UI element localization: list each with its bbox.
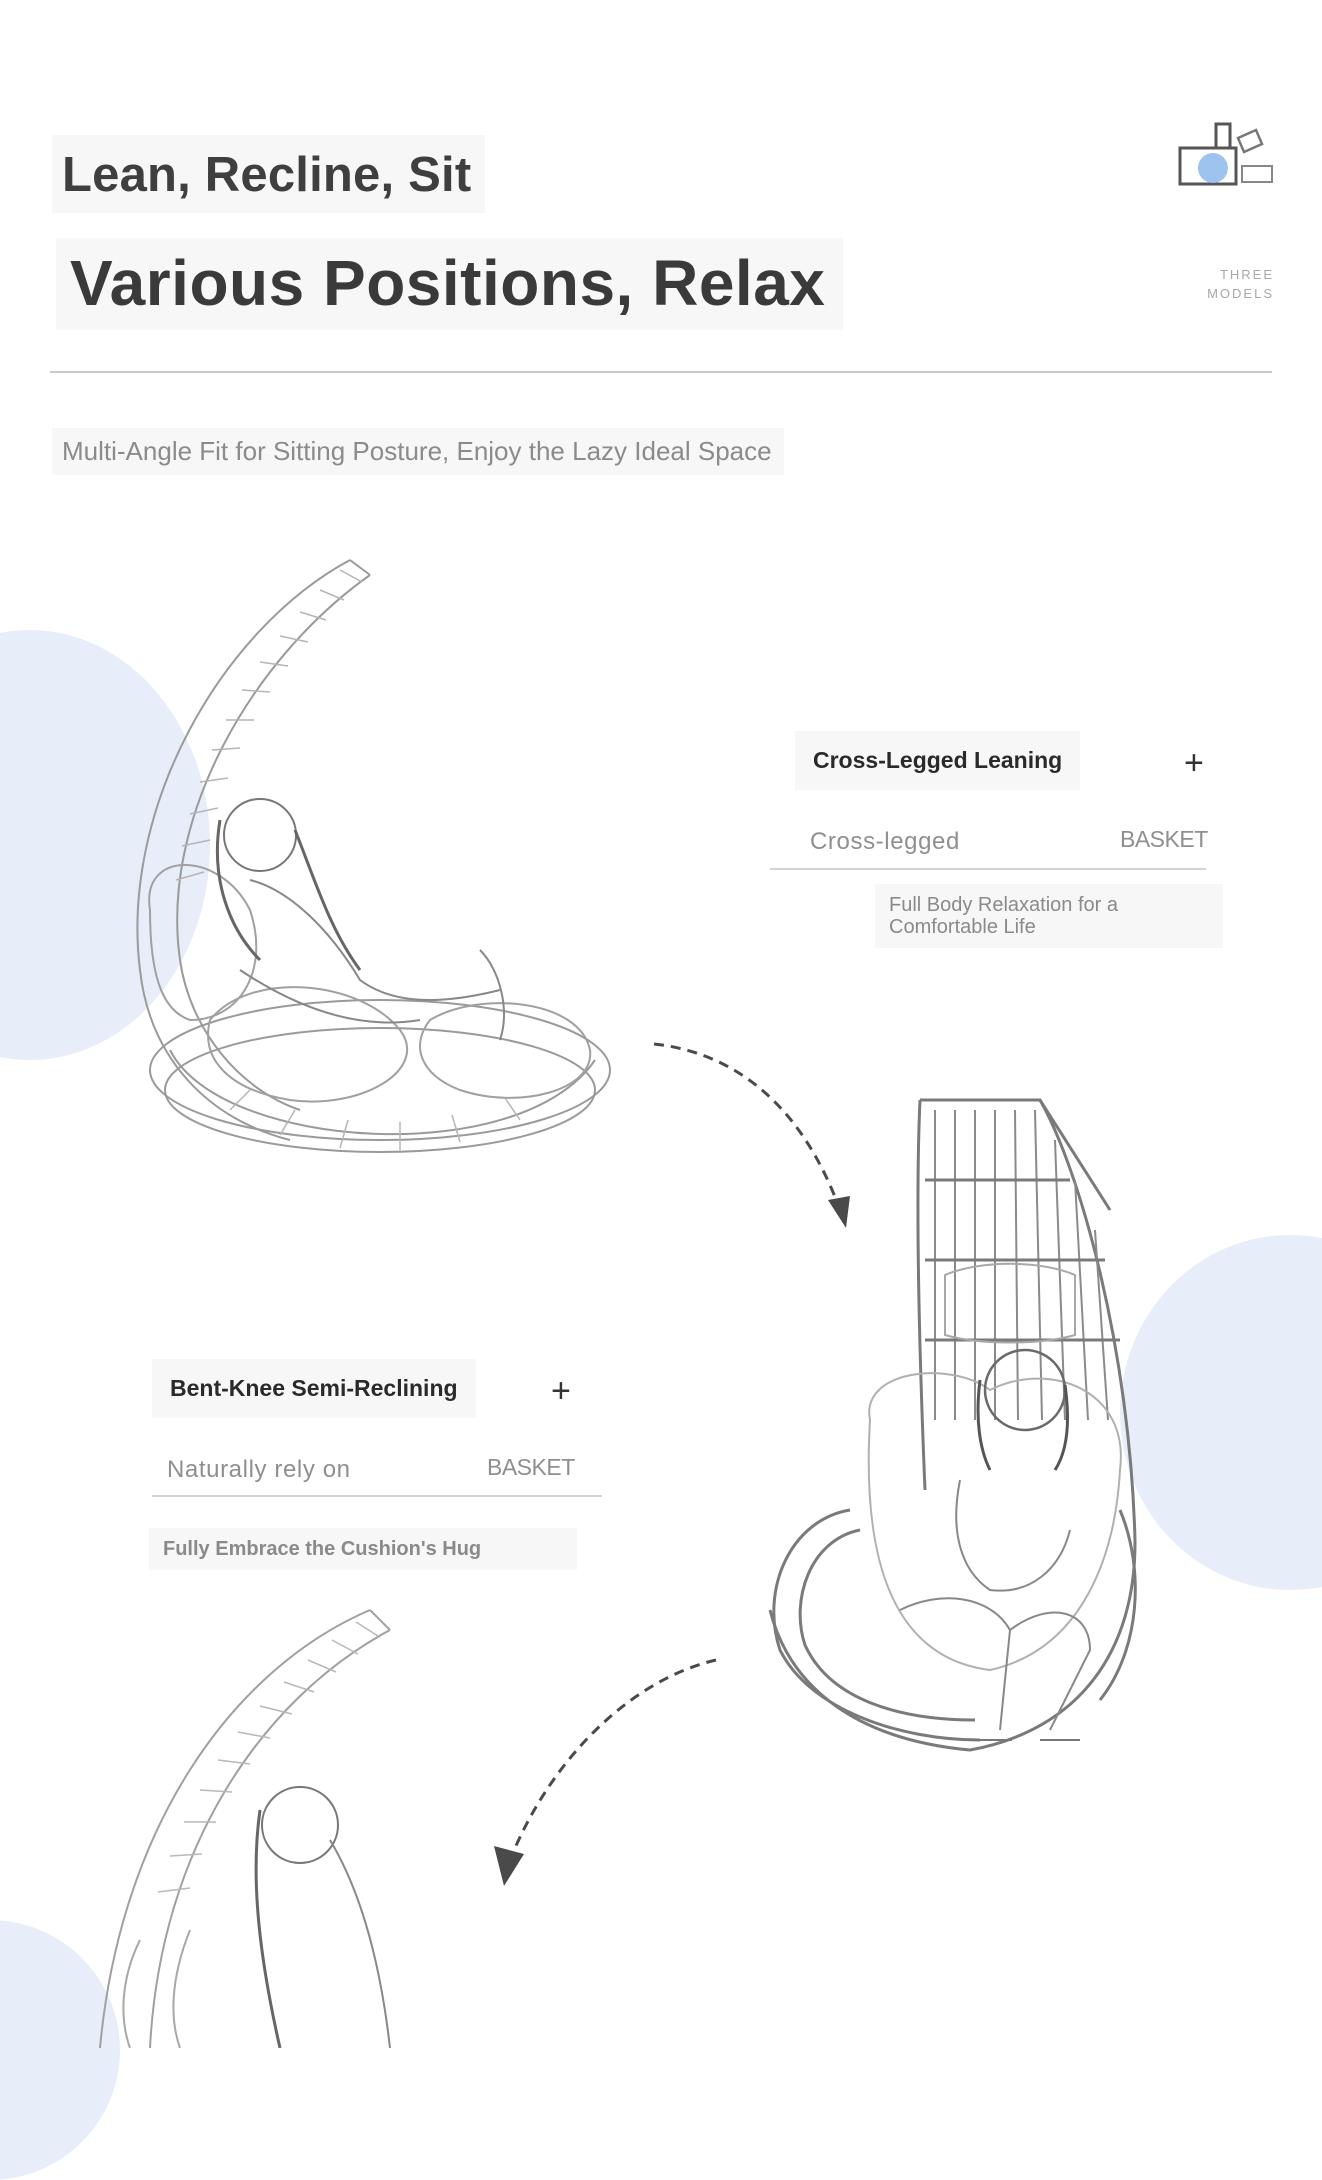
card-row-label: Naturally rely on [167, 1456, 351, 1483]
card-row-tag: BASKET [487, 1454, 575, 1480]
card-description: Fully Embrace the Cushion's Hug [149, 1528, 577, 1570]
card-row-tag: BASKET [1120, 826, 1208, 852]
page-subtitle: Multi-Angle Fit for Sitting Posture, Enjoy the Lazy Ideal Space [52, 428, 784, 475]
card-divider [152, 1495, 602, 1497]
crescent-hanging-chair-illustration [60, 1600, 520, 2048]
card-divider [770, 868, 1206, 870]
brand-label [1180, 265, 1274, 303]
header-divider [50, 371, 1272, 373]
heading-main: Various Positions, Relax [56, 238, 843, 330]
card-title: Cross-Legged Leaning [795, 731, 1080, 790]
crescent-hanging-chair-illustration [100, 550, 620, 1210]
card-title: Bent-Knee Semi-Reclining [152, 1359, 476, 1418]
chair-models-icon [1170, 118, 1274, 202]
card-description: Full Body Relaxation for a Comfortable Life [875, 884, 1223, 948]
plus-icon[interactable]: + [1184, 744, 1204, 782]
brand-label-line1: THREE [1219, 267, 1274, 282]
heading-small: Lean, Recline, Sit [52, 135, 485, 213]
plus-icon[interactable]: + [551, 1372, 571, 1410]
brand-label-line2: MODELS [1207, 286, 1274, 301]
basket-hanging-chair-illustration [750, 1090, 1200, 1790]
card-row-label: Cross-legged [810, 828, 960, 855]
